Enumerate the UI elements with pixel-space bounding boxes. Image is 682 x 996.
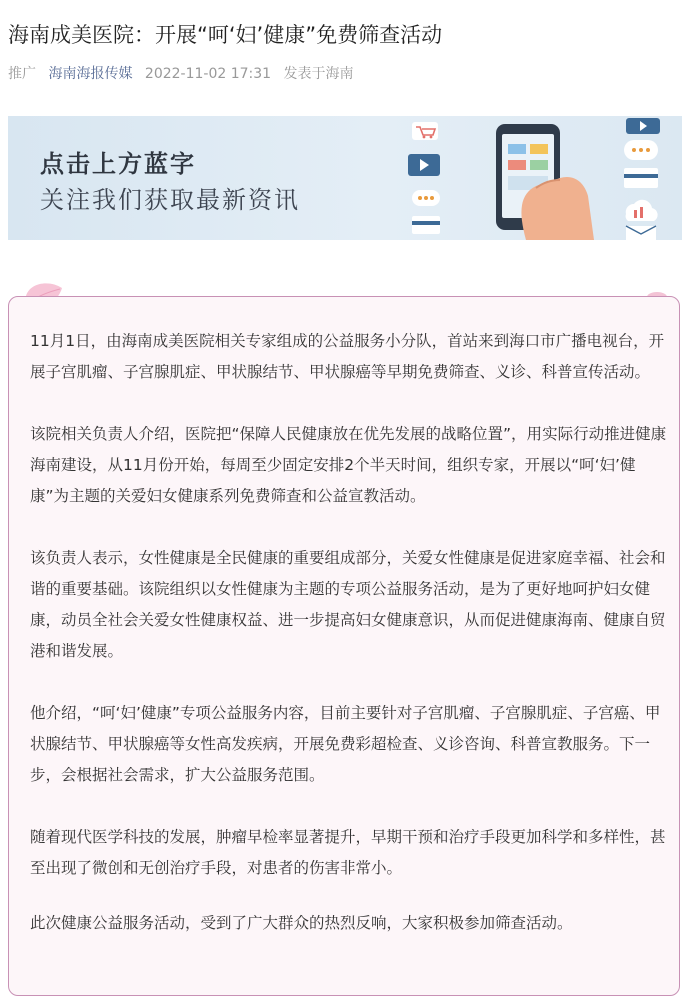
article-body [30, 326, 670, 939]
cloud-icon [626, 200, 658, 221]
banner-line-2: 关注我们获取最新资讯 [40, 186, 300, 214]
paragraph: 该负责人表示，女性健康是全民健康的重要组成部分，关爱女性健康是促进家庭幸福、社会和谐的重要基础。该院组织以女性健康为主题的专项公益服务活动，是为了更好地呵护妇女健康，动员全社会关爱女性健康权益、进一步提高妇女健康意识，从而促进健康海南、健康自贸港和谐发展。 [30, 549, 666, 660]
chat-bubble-icon [412, 190, 440, 206]
video-play-icon [408, 154, 440, 176]
shopping-cart-icon [412, 122, 438, 140]
paragraph: 11月1日，由海南成美医院相关专家组成的公益服务小分队，首站来到海口市广播电视台，开展子宫肌瘤、子宫腺肌症、甲状腺结节、甲状腺癌等早期免费筛查、义诊、科普宣传活动。 [30, 332, 665, 381]
publish-datetime: 2022-11-02 17:31 [144, 66, 272, 82]
phone-hand-illustration [398, 116, 682, 240]
paragraph: 此次健康公益服务活动，受到了广大群众的热烈反响，大家积极参加筛查活动。 [30, 914, 573, 932]
paragraph: 他介绍，“呵‘妇’健康”专项公益服务内容，目前主要针对子宫肌瘤、子宫腺肌症、子宫癌、甲状腺结节、甲状腺癌等女性高发疾病，开展免费彩超检查、义诊咨询、科普宣教服务。下一步，会根据社会需求，扩大公益服务范围。 [30, 704, 661, 784]
article-meta [8, 64, 362, 84]
credit-card-icon [624, 168, 658, 188]
paragraph: 该院相关负责人介绍，医院把“保障人民健康放在优先发展的战略位置”，用实际行动推进健康海南建设，从11月份开始，每周至少固定安排2个半天时间，组织专家，开展以“呵‘妇’健康”为主题的关爱妇女健康系列免费筛查和公益宣教活动。 [30, 425, 667, 505]
article-title: 海南成美医院：开展“呵‘妇’健康”免费筛查活动 [8, 23, 443, 47]
publish-location: 发表于海南 [283, 66, 354, 82]
banner-line-1: 点击上方蓝字 [40, 150, 196, 178]
credit-card-icon [412, 216, 440, 234]
follow-banner[interactable] [8, 116, 682, 240]
paragraph: 随着现代医学科技的发展，肿瘤早检率显著提升，早期干预和治疗手段更加科学和多样性，甚至出现了微创和无创治疗手段，对患者的伤害非常小。 [30, 828, 666, 877]
chat-bubble-icon [624, 140, 658, 160]
source-account-link[interactable]: 海南海报传媒 [48, 66, 133, 82]
promo-tag: 推广 [8, 66, 36, 82]
mail-icon [626, 226, 656, 240]
video-play-icon [626, 118, 660, 134]
